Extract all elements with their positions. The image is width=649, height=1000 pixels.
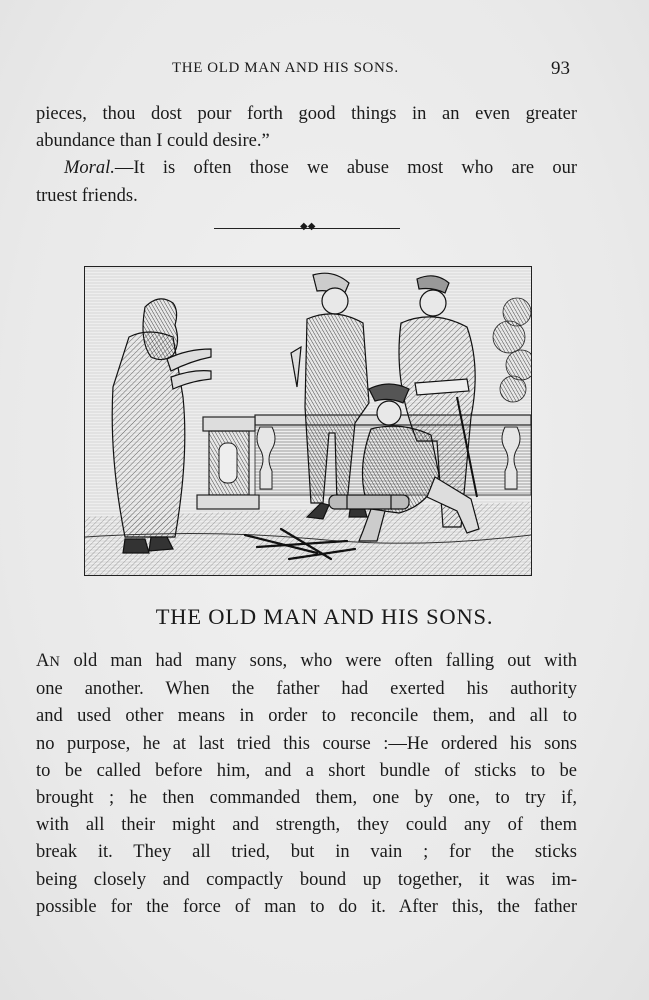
text-line: one another. When the father had exerted his authority <box>36 679 577 700</box>
opening-small-cap: N <box>49 654 61 670</box>
text-line: with all their might and strength, they could any of them <box>36 815 577 836</box>
running-head <box>0 60 649 84</box>
moral-text: —It is often those we abuse most who are our <box>114 158 577 179</box>
text-line: and used other means in order to reconcile them, and all to <box>36 706 577 727</box>
engraving-drawing <box>85 267 531 575</box>
first-line-text: old man had many sons, who were often falling out with <box>60 651 577 671</box>
text-line <box>36 648 577 676</box>
text-line: truest friends. <box>36 185 138 206</box>
opening-capital: A <box>36 651 50 671</box>
fable-body <box>36 648 577 921</box>
text-line: break it. They all tried, but in vain ; for the sticks <box>36 842 577 863</box>
text-line: abundance than I could desire.” <box>36 131 270 152</box>
engraving-illustration <box>84 266 532 576</box>
text-line: to be called before him, and a short bundle of sticks to be <box>36 760 577 781</box>
text-line: no purpose, he at last tried this course :—He ordered his sons <box>36 733 577 754</box>
text-line: possible for the force of man to do it. After this, the father <box>36 896 577 917</box>
page-number: 93 <box>551 58 570 79</box>
previous-fable-ending <box>36 101 577 210</box>
moral-line <box>36 155 577 182</box>
fable-heading: THE OLD MAN AND HIS SONS. <box>155 604 494 629</box>
text-line: being closely and compactly bound up together, it was im- <box>36 869 577 890</box>
divider-ornament: ◆◆ <box>300 221 316 232</box>
text-line: pieces, thou dost pour forth good things in an even greater <box>36 104 577 124</box>
running-title: THE OLD MAN AND HIS SONS. <box>172 60 399 76</box>
moral-label: Moral. <box>64 158 115 179</box>
text-line: brought ; he then commanded them, one by one, to try if, <box>36 788 577 809</box>
section-divider <box>214 221 400 233</box>
